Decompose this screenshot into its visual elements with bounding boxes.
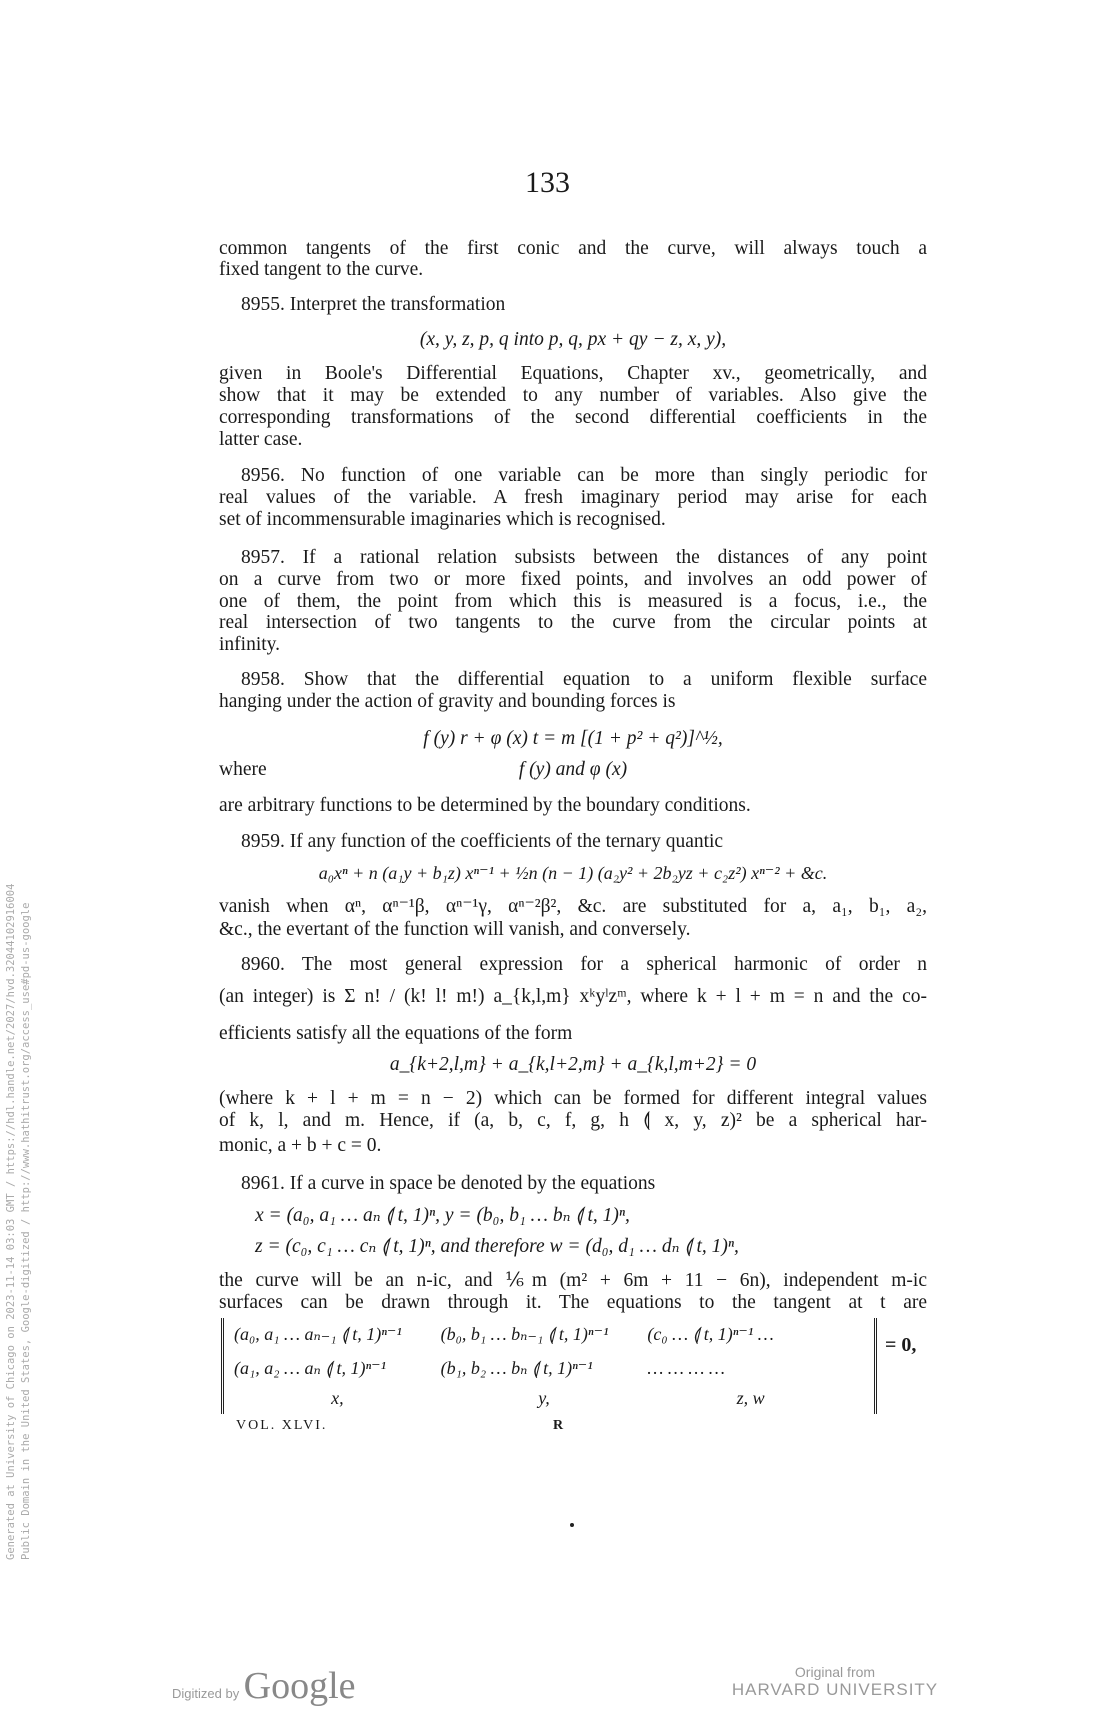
equation: f (y) and φ (x)	[518, 759, 628, 780]
volume-label: VOL. XLVI.	[236, 1418, 328, 1433]
cell: … … … …	[647, 1358, 725, 1378]
cell: (a₀, a₁ … aₙ₋₁ ⟬ t, 1)ⁿ⁻¹	[234, 1324, 402, 1344]
text-line: surfaces can be drawn through it. The equations to the tangent at t are	[219, 1292, 927, 1313]
text-line: monic, a + b + c = 0.	[219, 1135, 382, 1156]
determinant	[221, 1318, 877, 1414]
equation: (x, y, z, p, q into p, q, px + qy − z, x, y),	[419, 329, 727, 350]
text-line: corresponding transformations of the second differential coefficients in the	[219, 407, 927, 428]
text-line: &c., the evertant of the function will vanish, and conversely.	[219, 919, 691, 940]
cell: (c₀ … ⟬ t, 1)ⁿ⁻¹ …	[647, 1324, 774, 1344]
text-line: of k, l, and m. Hence, if (a, b, c, f, g, h ⟬ x, y, z)² be a spherical har-	[219, 1110, 927, 1131]
problem-8957: 8957. If a rational relation subsists between the distances of any point	[241, 547, 927, 568]
original-label: Original from	[794, 1664, 876, 1680]
problem-8958: 8958. Show that the differential equation to a uniform flexible surface	[241, 669, 927, 690]
text-line: real intersection of two tangents to the curve from the circular points at	[219, 612, 927, 633]
text-line: where	[219, 759, 267, 780]
equals-zero: = 0,	[885, 1334, 917, 1356]
text-line: latter case.	[219, 429, 303, 450]
text-line: set of incommensurable imaginaries which is recognised.	[219, 509, 666, 530]
equation: a_{k+2,l,m} + a_{k,l+2,m} + a_{k,l,m+2} = 0	[389, 1054, 757, 1075]
text-line: the curve will be an n-ic, and ⅙m (m² + 6m + 11 − 6n), independent m-ic	[219, 1270, 927, 1291]
text-line: real values of the variable. A fresh imaginary period may arise for each	[219, 487, 927, 508]
cell: z, w	[736, 1388, 765, 1408]
stamp-line: Generated at University of Chicago on 2023-11-14 03:03 GMT / https://hdl.handle.net/2027/hvd.32044102916004	[5, 883, 17, 1560]
equation: f (y) r + φ (x) t = m [(1 + p² + q²)]^½,	[423, 728, 723, 749]
cell: x,	[331, 1388, 344, 1408]
text-line: common tangents of the first conic and the curve, will always touch a	[219, 238, 927, 259]
signature-mark: R	[553, 1418, 564, 1433]
text-line: one of them, the point from which this is measured is a focus, i.e., the	[219, 591, 927, 612]
text-line: vanish when αⁿ, αⁿ⁻¹β, αⁿ⁻¹γ, αⁿ⁻²β², &c. are substituted for a, a₁, b₁, a₂,	[219, 896, 927, 917]
text-line: (where k + l + m = n − 2) which can be formed for different integral values	[219, 1088, 927, 1109]
equation: z = (c₀, c₁ … cₙ ⟬ t, 1)ⁿ, and therefore w = (d₀, d₁ … dₙ ⟬ t, 1)ⁿ,	[255, 1236, 739, 1257]
cell: y,	[538, 1388, 550, 1408]
original-from	[700, 1664, 970, 1700]
text-line: given in Boole's Differential Equations, Chapter xv., geometrically, and	[219, 363, 927, 384]
institution-name: HARVARD UNIVERSITY	[731, 1680, 939, 1699]
problem-8955: 8955. Interpret the transformation	[241, 294, 506, 315]
digitized-by-google	[172, 1664, 356, 1708]
hathitrust-stamp	[4, 884, 34, 1560]
text-line: show that it may be extended to any number of variables. Also give the	[219, 385, 927, 406]
problem-8960: 8960. The most general expression for a spherical harmonic of order n	[241, 954, 927, 975]
digitized-label: Digitized by	[172, 1686, 240, 1701]
google-logo: Google	[243, 1665, 356, 1707]
problem-8959: 8959. If any function of the coefficients of the ternary quantic	[241, 831, 724, 852]
determinant-row	[234, 1358, 854, 1379]
problem-8961: 8961. If a curve in space be denoted by the equations	[241, 1173, 656, 1194]
ink-dot	[570, 1523, 574, 1527]
problem-8956: 8956. No function of one variable can be more than singly periodic for	[241, 465, 927, 486]
stamp-line: Public Domain in the United States, Google-digitized / http://www.hathitrust.org/access_use#pd-us-google	[20, 902, 32, 1560]
determinant-row	[234, 1388, 854, 1409]
text-line: fixed tangent to the curve.	[219, 259, 424, 280]
text-line: efficients satisfy all the equations of the form	[219, 1023, 573, 1044]
page-number: 133	[525, 166, 570, 199]
text-line: are arbitrary functions to be determined by the boundary conditions.	[219, 795, 751, 816]
cell: (b₀, b₁ … bₙ₋₁ ⟬ t, 1)ⁿ⁻¹	[440, 1324, 609, 1344]
cell: (a₁, a₂ … aₙ ⟬ t, 1)ⁿ⁻¹	[234, 1358, 387, 1378]
determinant-row	[234, 1324, 854, 1345]
text-line: (an integer) is Σ n! / (k! l! m!) a_{k,l,m} xᵏyˡzᵐ, where k + l + m = n and the co-	[219, 986, 927, 1007]
text-line: on a curve from two or more fixed points, and involves an odd power of	[219, 569, 927, 590]
equation: a₀xⁿ + n (a₁y + b₁z) xⁿ⁻¹ + ½n (n − 1) (a₂y² + 2b₂yz + c₂z²) xⁿ⁻² + &c.	[318, 863, 828, 883]
cell: (b₁, b₂ … bₙ ⟬ t, 1)ⁿ⁻¹	[440, 1358, 593, 1378]
equation: x = (a₀, a₁ … aₙ ⟬ t, 1)ⁿ, y = (b₀, b₁ … bₙ ⟬ t, 1)ⁿ,	[255, 1205, 630, 1226]
text-line: hanging under the action of gravity and bounding forces is	[219, 691, 676, 712]
text-line: infinity.	[219, 634, 281, 655]
